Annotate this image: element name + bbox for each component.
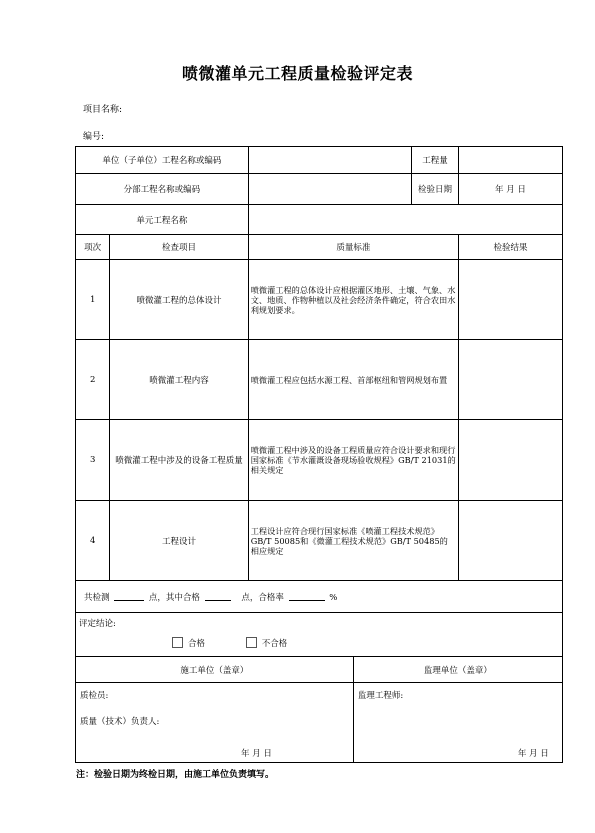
row-standard: 喷微灌工程应包括水源工程、首部枢纽和管网规划布置 [248, 340, 458, 420]
table-row [76, 420, 563, 501]
pass-count-field[interactable] [205, 591, 231, 601]
row-result[interactable] [458, 260, 562, 340]
construction-unit-label: 施工单位（盖章） [76, 657, 354, 683]
fail-label: 不合格 [261, 639, 288, 649]
row-result[interactable] [458, 340, 562, 420]
table-row [76, 340, 563, 420]
element-project-value[interactable] [248, 205, 562, 235]
fail-checkbox[interactable] [246, 637, 257, 648]
quality-inspector-label: 质检员: [80, 691, 109, 701]
row-standard: 喷微灌工程的总体设计应根据灌区地形、土壤、气象、水文、地质、作物种植以及社会经济条件确定，符合农田水利规划要求。 [248, 260, 458, 340]
col-check-item: 检查项目 [110, 235, 248, 260]
serial-number-label: 编号: [83, 132, 105, 142]
summary-cell [76, 581, 563, 613]
col-result: 检验结果 [458, 235, 562, 260]
quantity-value[interactable] [458, 147, 562, 174]
conclusion-row [76, 613, 563, 657]
row-check-item: 喷微灌工程中涉及的设备工程质量 [110, 420, 248, 501]
row-standard: 工程设计应符合现行国家标准《喷灌工程技术规范》GB/T 50085和《微灌工程技术规范》GB/T 50485的相应规定 [248, 501, 458, 581]
division-project-label: 分部工程名称或编码 [76, 174, 249, 205]
table-row [76, 501, 563, 581]
element-project-row [76, 205, 563, 235]
footnote: 注：检验日期为终检日期，由施工单位负责填写。 [76, 770, 275, 780]
percent-sign: % [329, 592, 338, 603]
conclusion-label: 评定结论: [79, 619, 116, 629]
col-standard: 质量标准 [248, 235, 458, 260]
supervision-date[interactable]: 年 月 日 [517, 749, 549, 759]
construction-sign-cell [76, 683, 354, 763]
unit-project-row [76, 147, 563, 174]
supervision-sign-cell [353, 683, 562, 763]
row-result[interactable] [458, 420, 562, 501]
supervision-unit-label: 监理单位（盖章） [353, 657, 562, 683]
division-project-row [76, 174, 563, 205]
row-check-item: 喷微灌工程的总体设计 [110, 260, 248, 340]
supervisor-label: 监理工程师: [357, 691, 404, 701]
row-check-item: 工程设计 [110, 501, 248, 581]
summary-points-label: 点，其中合格 [148, 592, 200, 603]
pass-label: 合格 [188, 639, 206, 649]
division-project-value[interactable] [248, 174, 411, 205]
pass-rate-field[interactable] [289, 591, 325, 601]
inspect-date-label: 检验日期 [412, 174, 459, 205]
conclusion-cell [76, 613, 563, 657]
col-item-no: 项次 [76, 235, 110, 260]
inspection-form-table [75, 146, 563, 763]
row-number: 2 [76, 340, 110, 420]
sign-header-row [76, 657, 563, 683]
unit-project-value[interactable] [248, 147, 411, 174]
pass-checkbox[interactable] [172, 637, 183, 648]
unit-project-label: 单位（子单位）工程名称或编码 [76, 147, 249, 174]
table-row [76, 260, 563, 340]
project-name-label: 项目名称: [83, 105, 123, 115]
total-count-field[interactable] [114, 591, 144, 601]
summary-rate-label: 点，合格率 [241, 592, 284, 603]
form-title: 喷微灌单元工程质量检验评定表 [181, 64, 413, 83]
summary-total-label: 共检测 [84, 592, 110, 603]
summary-row [76, 581, 563, 613]
column-header-row [76, 235, 563, 260]
construction-date[interactable]: 年 月 日 [241, 749, 272, 759]
sign-body-row [76, 683, 563, 763]
inspect-date-value[interactable]: 年 月 日 [458, 174, 562, 205]
row-standard: 喷微灌工程中涉及的设备工程质量应符合设计要求和现行国家标准《节水灌溉设备现场验收规程》GB/T 21031的相关规定 [248, 420, 458, 501]
quality-manager-label: 质量（技术）负责人: [80, 717, 160, 727]
quantity-label: 工程量 [412, 147, 459, 174]
row-number: 3 [76, 420, 110, 501]
element-project-label: 单元工程名称 [76, 205, 249, 235]
row-check-item: 喷微灌工程内容 [110, 340, 248, 420]
row-result[interactable] [458, 501, 562, 581]
row-number: 4 [76, 501, 110, 581]
row-number: 1 [76, 260, 110, 340]
